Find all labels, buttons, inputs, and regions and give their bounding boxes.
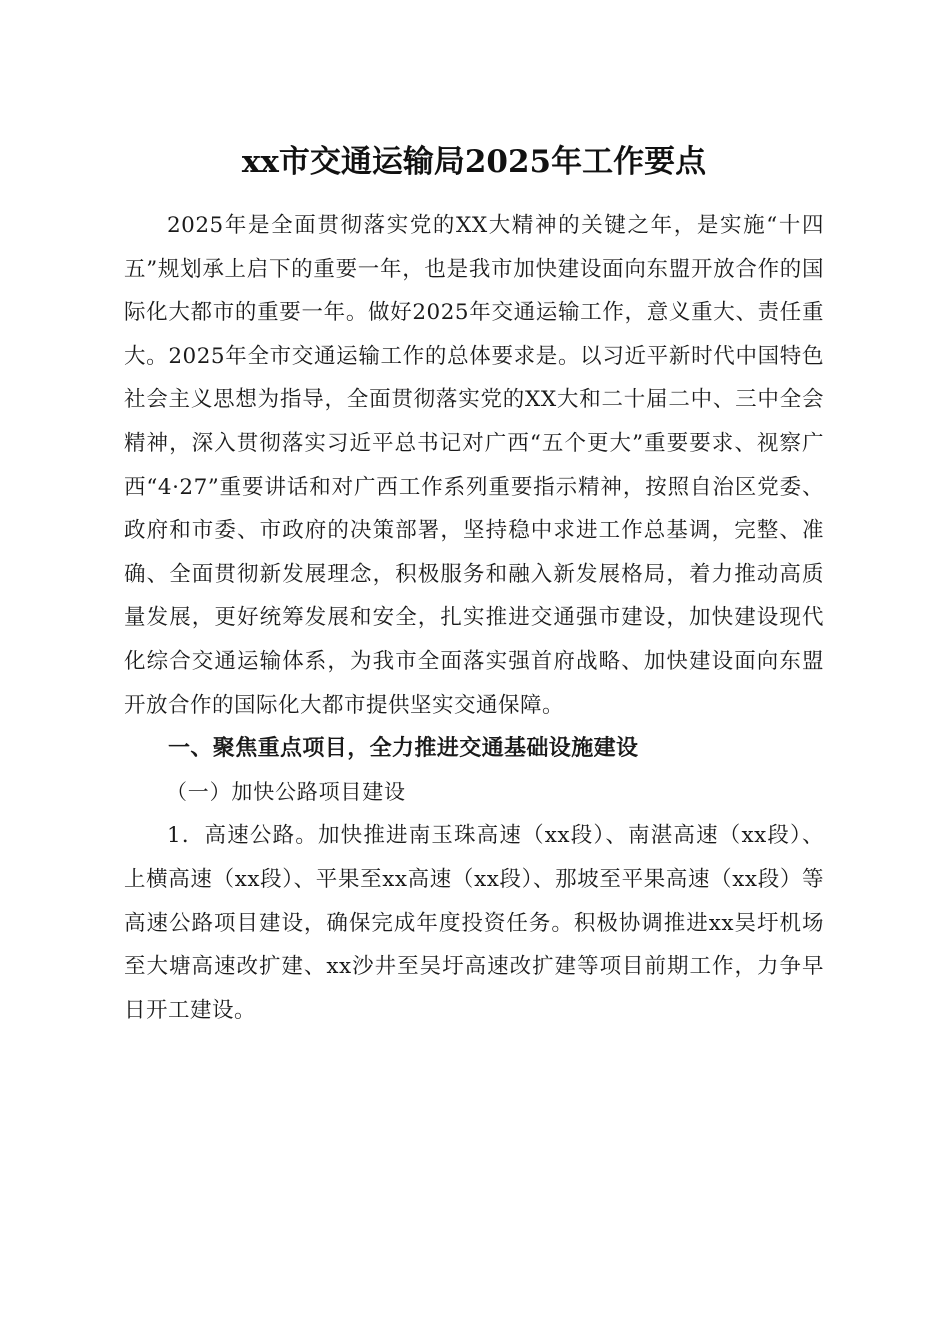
document-title: xx市交通运输局2025年工作要点 [241,144,707,180]
item-paragraph: 1．高速公路。加快推进南玉珠高速（xx段）、南湛高速（xx段）、上横高速（xx段）、平果至xx高速（xx段）、那坡至平果高速（xx段）等高速公路项目建设，确保完成年度投资任务。积极协调推进xx吴圩机场至大塘高速改扩建、xx沙井至吴圩高速改扩建等项目前期工作，力争早日开工建设。 [124,823,824,1023]
subsection-heading: （一）加快公路项目建设 [166,779,406,804]
document-body [124,204,824,1032]
section-heading: 一、聚焦重点项目，全力推进交通基础设施建设 [168,736,639,762]
intro-paragraph: 2025年是全面贯彻落实党的XX大精神的关键之年，是实施“十四五”规划承上启下的重要一年，也是我市加快建设面向东盟开放合作的国际化大都市的重要一年。做好2025年交通运输工作，意义重大、责任重大。2025年全市交通运输工作的总体要求是。以习近平新时代中国特色社会主义思想为指导，全面贯彻落实党的XX大和二十届二中、三中全会精神，深入贯彻落实习近平总书记对广西“五个更大”重要要求、视察广西“4·27”重要讲话和对广西工作系列重要指示精神，按照自治区党委、政府和市委、市政府的决策部署，坚持稳中求进工作总基调，完整、准确、全面贯彻新发展理念，积极服务和融入新发展格局，着力推动高质量发展，更好统筹发展和安全，扎实推进交通强市建设，加快建设现代化综合交通运输体系，为我市全面落实强首府战略、加快建设面向东盟开放合作的国际化大都市提供坚实交通保障。 [124,213,824,718]
